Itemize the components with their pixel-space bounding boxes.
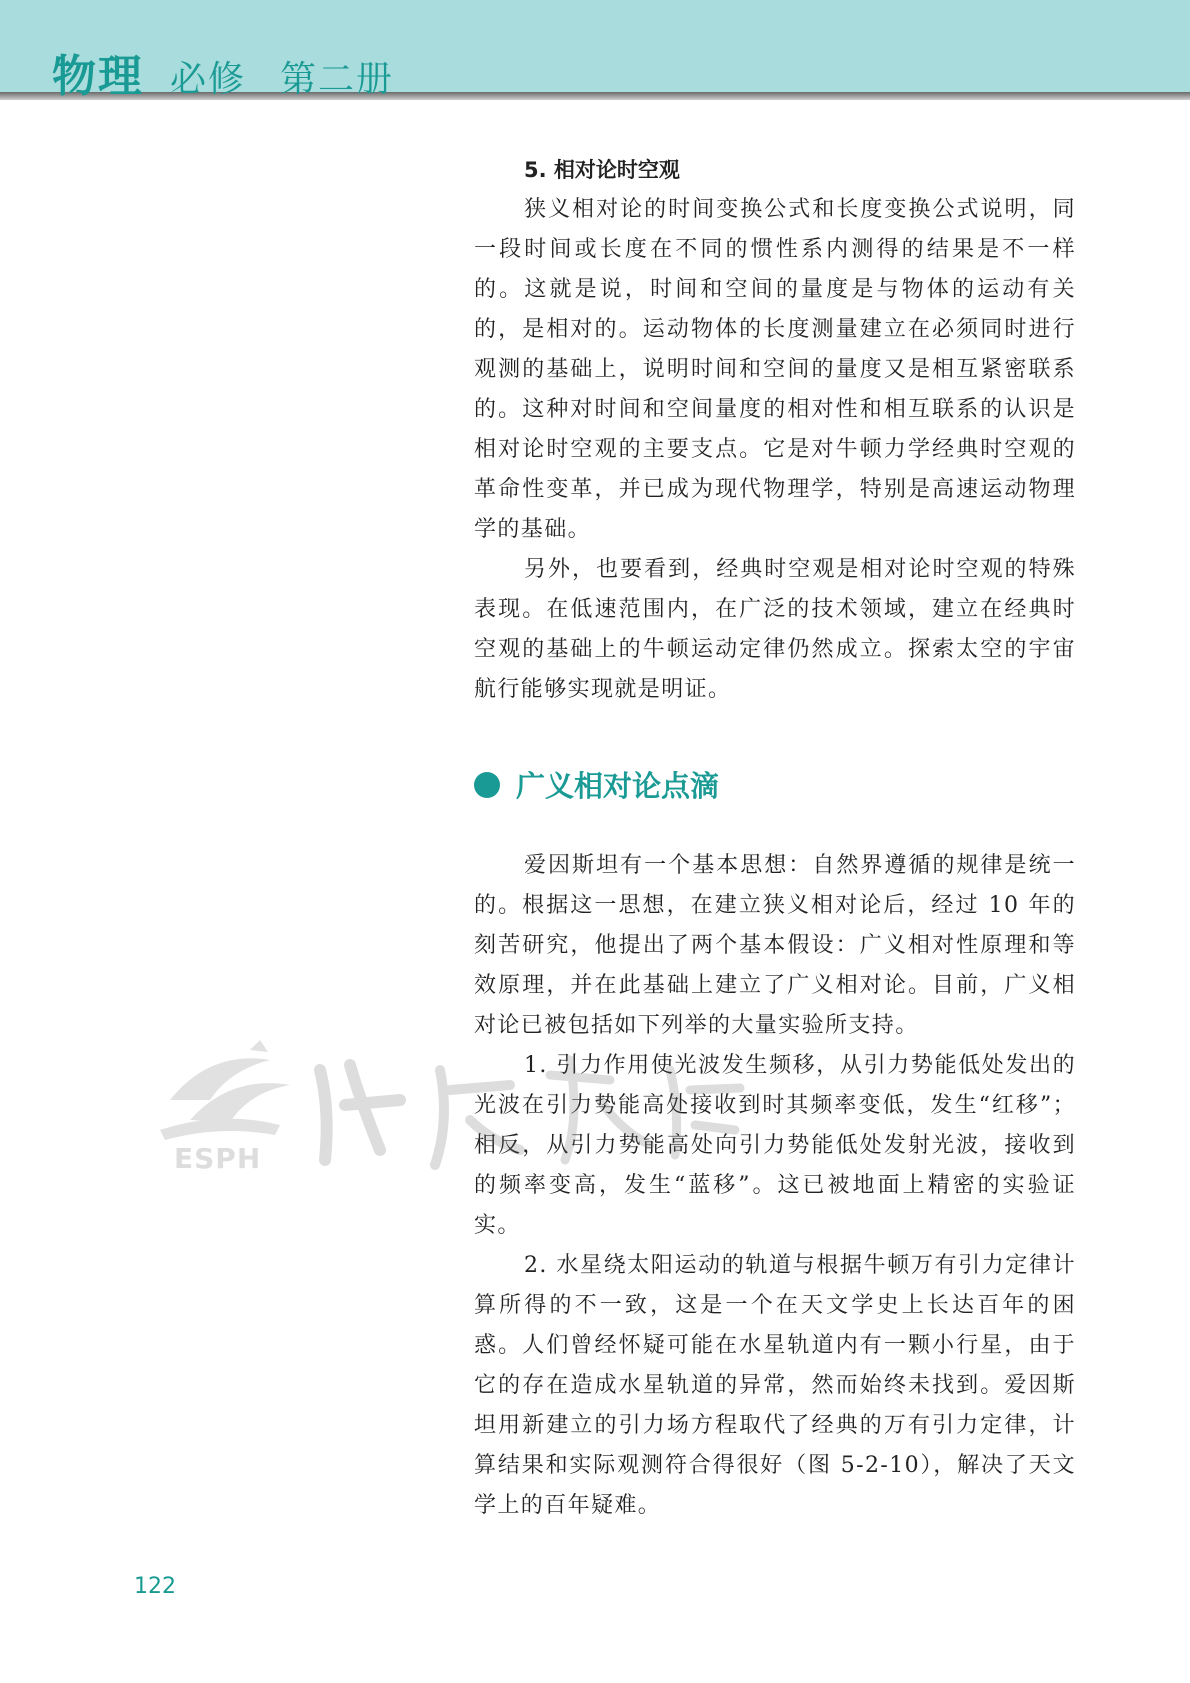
- general-relativity-body: [474, 846, 1076, 1526]
- book-title-main: 物理: [52, 51, 144, 102]
- book-title: [52, 40, 394, 104]
- book-title-volume: 第二册: [280, 59, 395, 100]
- paragraph: 2. 水星绕太阳运动的轨道与根据牛顿万有引力定律计算所得的不一致，这是一个在天文学史上长达百年的困惑。人们曾经怀疑可能在水星轨道内有一颗小行星，由于它的存在造成水星轨道的异常，然而始终未找到。爱因斯坦用新建立的引力场方程取代了经典的万有引力定律，计算结果和实际观测符合得很好（图 5-2-10），解决了天文学上的百年疑难。: [474, 1253, 1076, 1518]
- paragraph: 1. 引力作用使光波发生频移，从引力势能低处发出的光波在引力势能高处接收到时其频率变低，发生“红移”；相反，从引力势能高处向引力势能低处发射光波，接收到的频率变高，发生“蓝移”。这已被地面上精密的实验证实。: [474, 1053, 1076, 1238]
- paragraph: 狭义相对论的时间变换公式和长度变换公式说明，同一段时间或长度在不同的惯性系内测得的结果是不一样的。这就是说，时间和空间的量度是与物体的运动有关的，是相对的。运动物体的长度测量建立在必须同时进行观测的基础上，说明时间和空间的量度又是相互紧密联系的。这种对时间和空间量度的相对性和相互联系的认识是相对论时空观的主要支点。它是对牛顿力学经典时空观的革命性变革，并已成为现代物理学，特别是高速运动物理学的基础。: [474, 197, 1076, 542]
- paragraph: 爱因斯坦有一个基本思想：自然界遵循的规律是统一的。根据这一思想，在建立狭义相对论后，经过 10 年的刻苦研究，他提出了两个基本假设：广义相对性原理和等效原理，并在此基础上建立了广义相对论。目前，广义相对论已被包括如下列举的大量实验所支持。: [474, 853, 1076, 1038]
- general-relativity-title: 广义相对论点滴: [516, 769, 720, 803]
- publisher-logo-text: ESPH: [174, 1142, 262, 1175]
- bullet-circle-icon: [474, 772, 500, 798]
- section-5: [474, 150, 1076, 710]
- paragraph: 另外，也要看到，经典时空观是相对论时空观的特殊表现。在低速范围内，在广泛的技术领域，建立在经典时空观的基础上的牛顿运动定律仍然成立。探索太空的宇宙航行能够实现就是明证。: [474, 557, 1076, 702]
- page-number: 122: [134, 1574, 176, 1599]
- general-relativity-heading: [474, 764, 719, 805]
- book-title-sub: 必修: [170, 59, 247, 100]
- section-5-heading: 5. 相对论时空观: [524, 158, 680, 182]
